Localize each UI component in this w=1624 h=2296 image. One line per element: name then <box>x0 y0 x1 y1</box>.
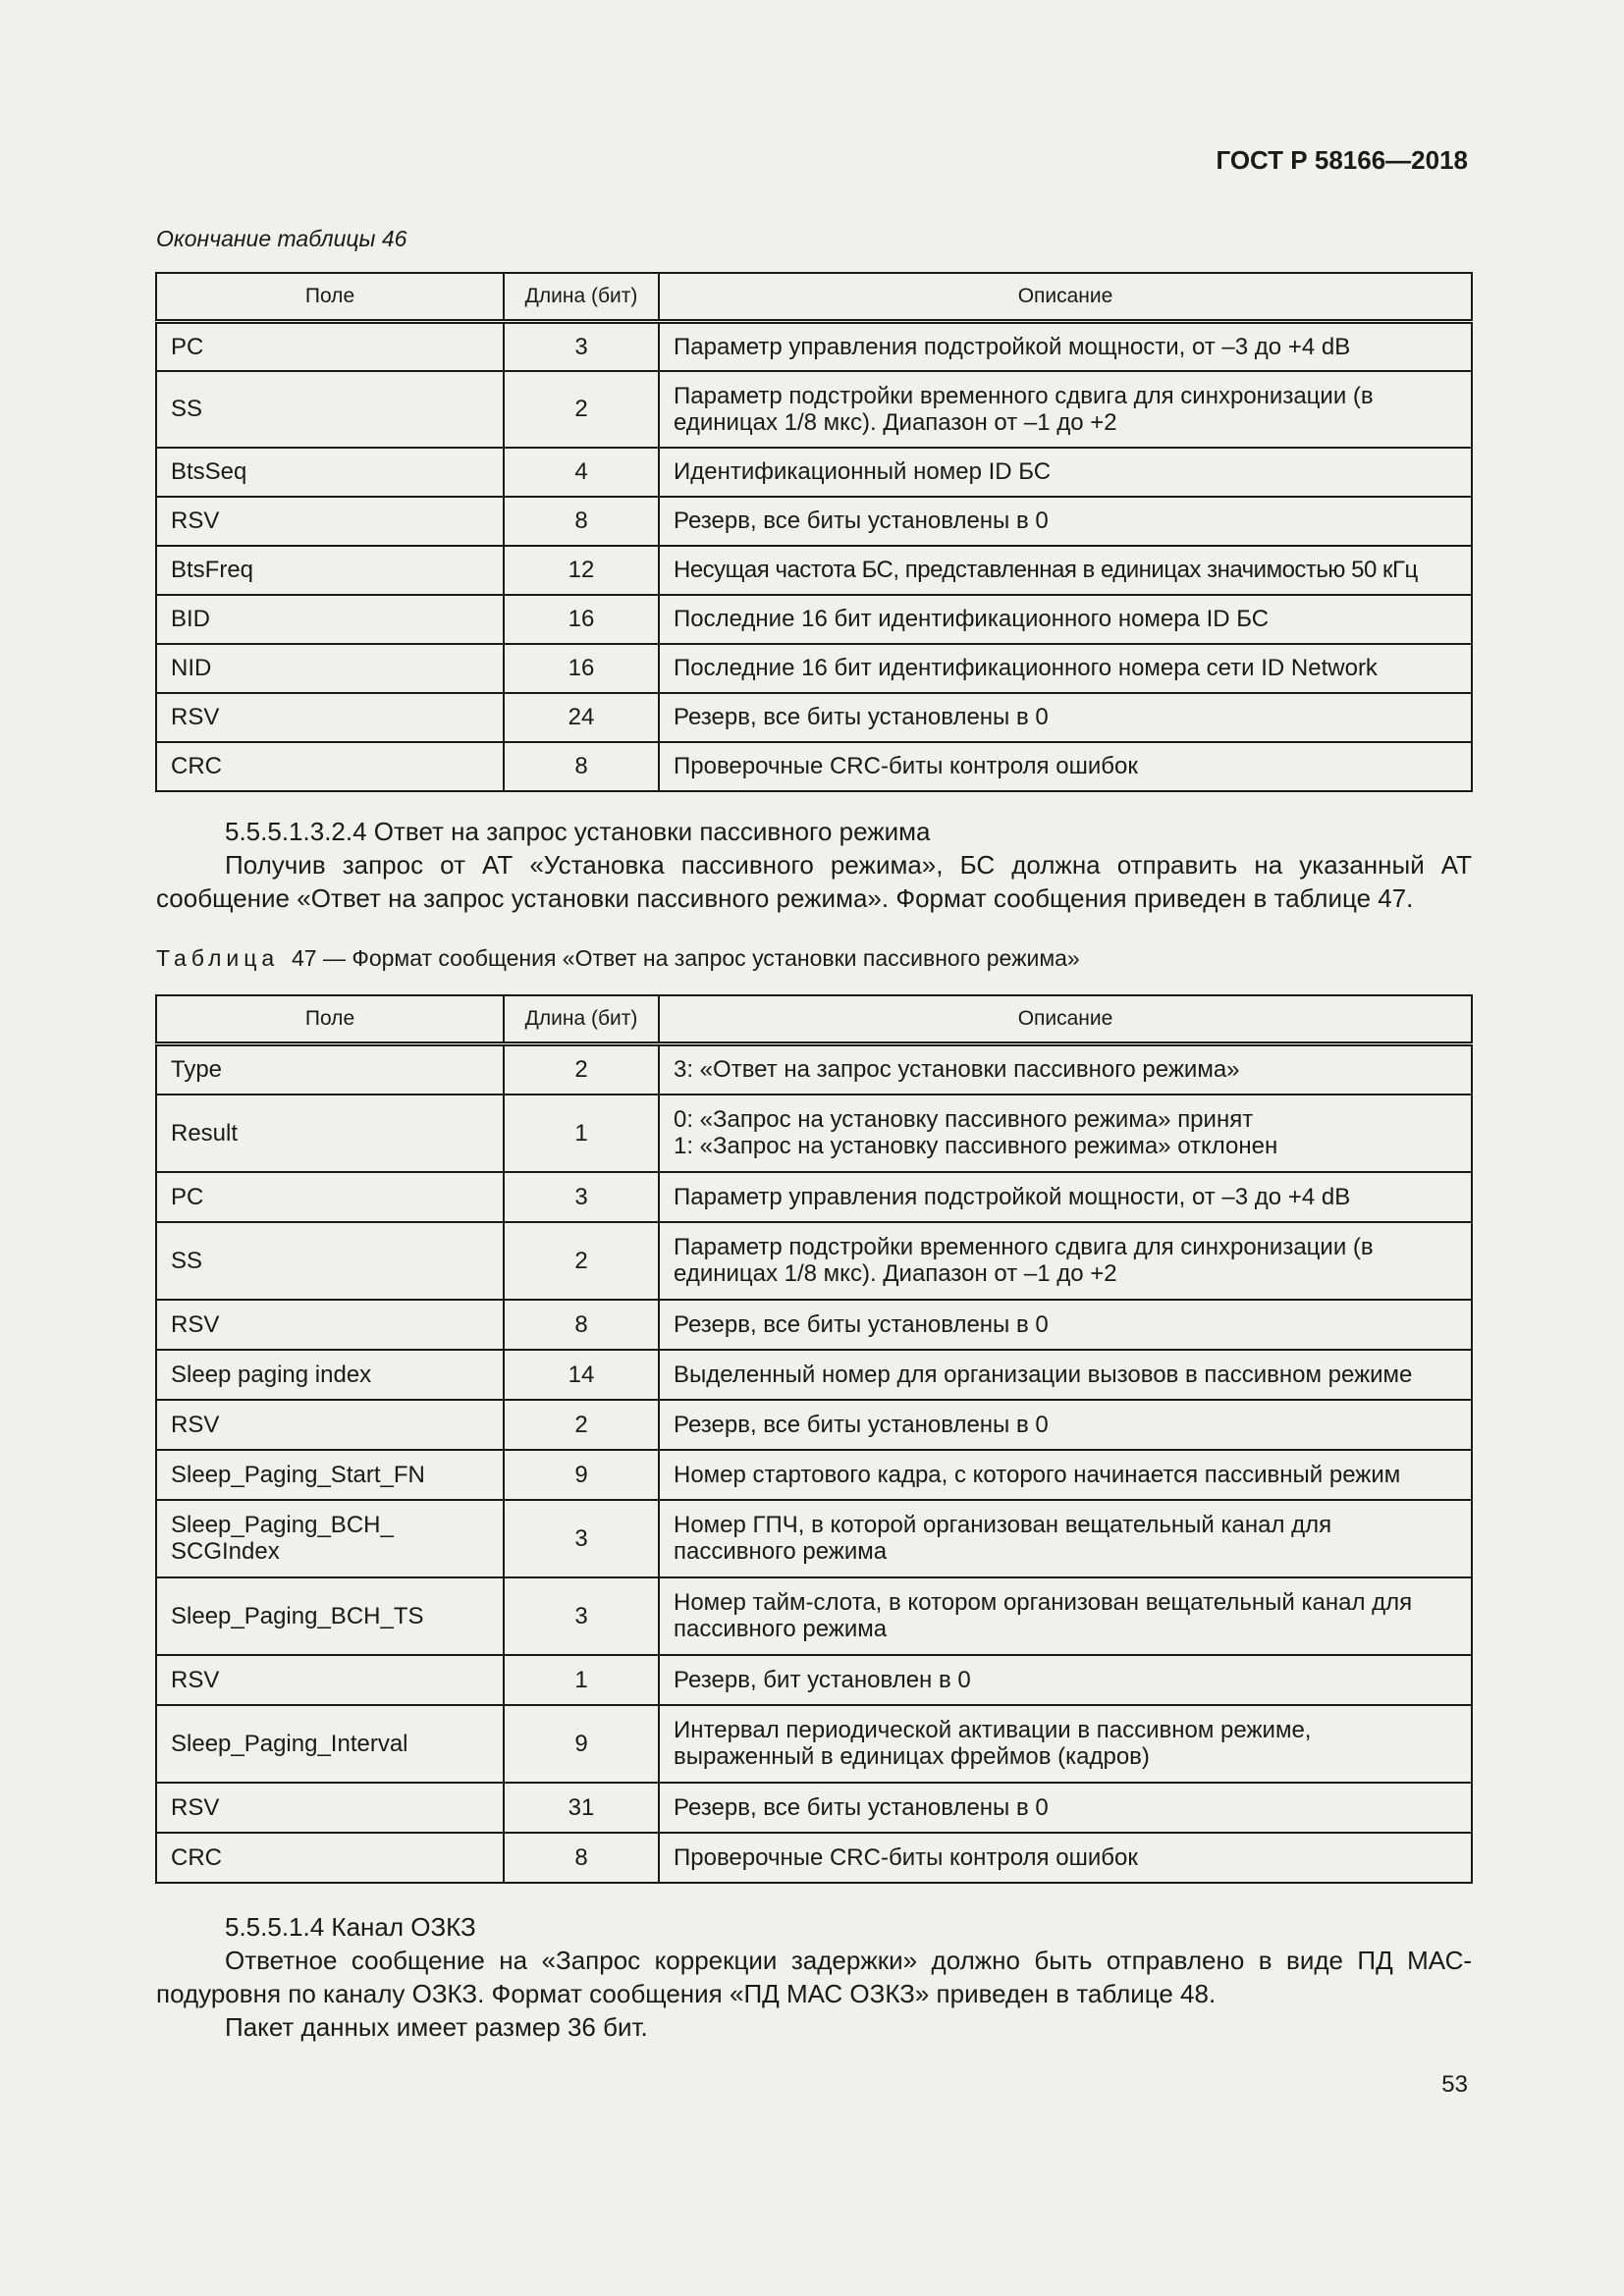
description-cell: Резерв, все биты установлены в 0 <box>659 1783 1472 1833</box>
section-5-5-5-1-3-2-4 <box>156 815 1472 915</box>
bits-cell: 3 <box>504 1500 659 1577</box>
table-row <box>156 1300 1472 1350</box>
table-row <box>156 546 1472 595</box>
field-cell: NID <box>156 644 504 693</box>
section-paragraph: Пакет данных имеет размер 36 бит. <box>225 2012 648 2042</box>
field-line: Sleep_Paging_BCH_ <box>171 1512 394 1538</box>
bits-cell: 31 <box>504 1783 659 1833</box>
description-cell: Резерв, бит установлен в 0 <box>659 1655 1472 1705</box>
description-cell: Проверочные CRC-биты контроля ошибок <box>659 742 1472 791</box>
description-cell: Номер тайм-слота, в котором организован вещательный канал для пассивного режима <box>659 1577 1472 1655</box>
table-row <box>156 1833 1472 1883</box>
table-row <box>156 742 1472 791</box>
field-cell: RSV <box>156 497 504 546</box>
table-row <box>156 1400 1472 1450</box>
bits-cell: 2 <box>504 371 659 448</box>
table-46 <box>155 272 1473 792</box>
table-47 <box>155 994 1473 1884</box>
table-row <box>156 595 1472 644</box>
field-cell: PC <box>156 322 504 371</box>
field-cell: RSV <box>156 1783 504 1833</box>
description-cell: 3: «Ответ на запрос установки пассивного режима» <box>659 1044 1472 1095</box>
field-cell: Sleep_Paging_Interval <box>156 1705 504 1783</box>
field-cell: SS <box>156 371 504 448</box>
description-cell: Идентификационный номер ID БС <box>659 448 1472 497</box>
description-cell: Параметр управления подстройкой мощности, от –3 до +4 dB <box>659 322 1472 371</box>
bits-cell: 9 <box>504 1705 659 1783</box>
table-row <box>156 497 1472 546</box>
description-line: 0: «Запрос на установку пассивного режима» принят <box>674 1106 1254 1133</box>
table-row <box>156 1172 1472 1222</box>
bits-cell: 16 <box>504 644 659 693</box>
table-47-caption <box>156 945 1080 972</box>
field-cell: RSV <box>156 1300 504 1350</box>
table-row <box>156 644 1472 693</box>
description-cell: Параметр управления подстройкой мощности, от –3 до +4 dB <box>659 1172 1472 1222</box>
column-header-description: Описание <box>659 273 1472 322</box>
field-cell: BtsSeq <box>156 448 504 497</box>
bits-cell: 3 <box>504 1577 659 1655</box>
field-cell: Type <box>156 1044 504 1095</box>
table-row <box>156 1350 1472 1400</box>
bits-cell: 9 <box>504 1450 659 1500</box>
field-cell: Result <box>156 1095 504 1172</box>
column-header-field: Поле <box>156 995 504 1044</box>
bits-cell: 2 <box>504 1222 659 1300</box>
table-row <box>156 1450 1472 1500</box>
table-row <box>156 1655 1472 1705</box>
page-number: 53 <box>1441 2071 1468 2098</box>
description-cell: Проверочные CRC-биты контроля ошибок <box>659 1833 1472 1883</box>
bits-cell: 2 <box>504 1400 659 1450</box>
bits-cell: 1 <box>504 1095 659 1172</box>
bits-cell: 8 <box>504 497 659 546</box>
field-cell: CRC <box>156 742 504 791</box>
bits-cell: 4 <box>504 448 659 497</box>
table-row <box>156 371 1472 448</box>
bits-cell: 8 <box>504 742 659 791</box>
field-cell: RSV <box>156 1400 504 1450</box>
description-cell: Резерв, все биты установлены в 0 <box>659 497 1472 546</box>
table-row <box>156 693 1472 742</box>
description-cell: Параметр подстройки временного сдвига для синхронизации (в единицах 1/8 мкс). Диапазон от –1 до +2 <box>659 371 1472 448</box>
bits-cell: 3 <box>504 1172 659 1222</box>
table-row <box>156 1783 1472 1833</box>
description-cell: Последние 16 бит идентификационного номера сети ID Network <box>659 644 1472 693</box>
field-cell: BtsFreq <box>156 546 504 595</box>
bits-cell: 8 <box>504 1300 659 1350</box>
bits-cell: 1 <box>504 1655 659 1705</box>
document-number: ГОСТ Р 58166—2018 <box>1216 145 1468 175</box>
table-row <box>156 1500 1472 1577</box>
bits-cell: 3 <box>504 322 659 371</box>
field-line: SCGIndex <box>171 1538 280 1565</box>
description-cell: Резерв, все биты установлены в 0 <box>659 1300 1472 1350</box>
bits-cell: 12 <box>504 546 659 595</box>
table-header-row <box>156 995 1472 1044</box>
bits-cell: 16 <box>504 595 659 644</box>
table-caption-text: 47 — Формат сообщения «Ответ на запрос установки пассивного режима» <box>291 945 1080 971</box>
field-cell: RSV <box>156 693 504 742</box>
table-row <box>156 1095 1472 1172</box>
section-paragraph: Получив запрос от АТ «Установка пассивного режима», БС должна отправить на указанный АТ сообщение «Ответ на запрос установки пассивного режима». Формат сообщения приведен в таблице 47. <box>156 850 1472 913</box>
table-row <box>156 448 1472 497</box>
description-cell: Параметр подстройки временного сдвига для синхронизации (в единицах 1/8 мкс). Диапазон от –1 до +2 <box>659 1222 1472 1300</box>
table-header-row <box>156 273 1472 322</box>
description-line: 1: «Запрос на установку пассивного режима» отклонен <box>674 1133 1278 1159</box>
description-cell: Последние 16 бит идентификационного номера ID БС <box>659 595 1472 644</box>
table-row <box>156 1577 1472 1655</box>
description-cell <box>659 1095 1472 1172</box>
bits-cell: 2 <box>504 1044 659 1095</box>
description-cell: Выделенный номер для организации вызовов в пассивном режиме <box>659 1350 1472 1400</box>
description-cell: Резерв, все биты установлены в 0 <box>659 693 1472 742</box>
section-5-5-5-1-4 <box>156 1910 1472 2044</box>
bits-cell: 24 <box>504 693 659 742</box>
field-cell: Sleep paging index <box>156 1350 504 1400</box>
description-cell: Резерв, все биты установлены в 0 <box>659 1400 1472 1450</box>
table-46-continuation-title: Окончание таблицы 46 <box>156 226 407 251</box>
column-header-description: Описание <box>659 995 1472 1044</box>
column-header-field: Поле <box>156 273 504 322</box>
description-cell: Номер ГПЧ, в которой организован вещательный канал для пассивного режима <box>659 1500 1472 1577</box>
description-cell: Интервал периодической активации в пассивном режиме, выраженный в единицах фреймов (кадров) <box>659 1705 1472 1783</box>
field-cell: CRC <box>156 1833 504 1883</box>
field-cell <box>156 1500 504 1577</box>
section-heading: 5.5.5.1.4 Канал ОЗКЗ <box>225 1912 476 1942</box>
bits-cell: 8 <box>504 1833 659 1883</box>
column-header-length: Длина (бит) <box>504 273 659 322</box>
field-cell: PC <box>156 1172 504 1222</box>
section-paragraph: Ответное сообщение на «Запрос коррекции задержки» должно быть отправлено в виде ПД МАС-подуровня по каналу ОЗКЗ. Формат сообщения «ПД МАС ОЗКЗ» приведен в таблице 48. <box>156 1946 1472 2008</box>
table-row <box>156 1705 1472 1783</box>
field-cell: Sleep_Paging_BCH_TS <box>156 1577 504 1655</box>
field-cell: BID <box>156 595 504 644</box>
table-row <box>156 1044 1472 1095</box>
table-row <box>156 1222 1472 1300</box>
field-cell: RSV <box>156 1655 504 1705</box>
column-header-length: Длина (бит) <box>504 995 659 1044</box>
description-cell: Несущая частота БС, представленная в единицах значимостью 50 кГц <box>659 546 1472 595</box>
section-heading: 5.5.5.1.3.2.4 Ответ на запрос установки пассивного режима <box>225 817 931 846</box>
description-cell: Номер стартового кадра, с которого начинается пассивный режим <box>659 1450 1472 1500</box>
bits-cell: 14 <box>504 1350 659 1400</box>
field-cell: SS <box>156 1222 504 1300</box>
table-row <box>156 322 1472 371</box>
table-caption-label: Таблица <box>156 945 280 971</box>
field-cell: Sleep_Paging_Start_FN <box>156 1450 504 1500</box>
